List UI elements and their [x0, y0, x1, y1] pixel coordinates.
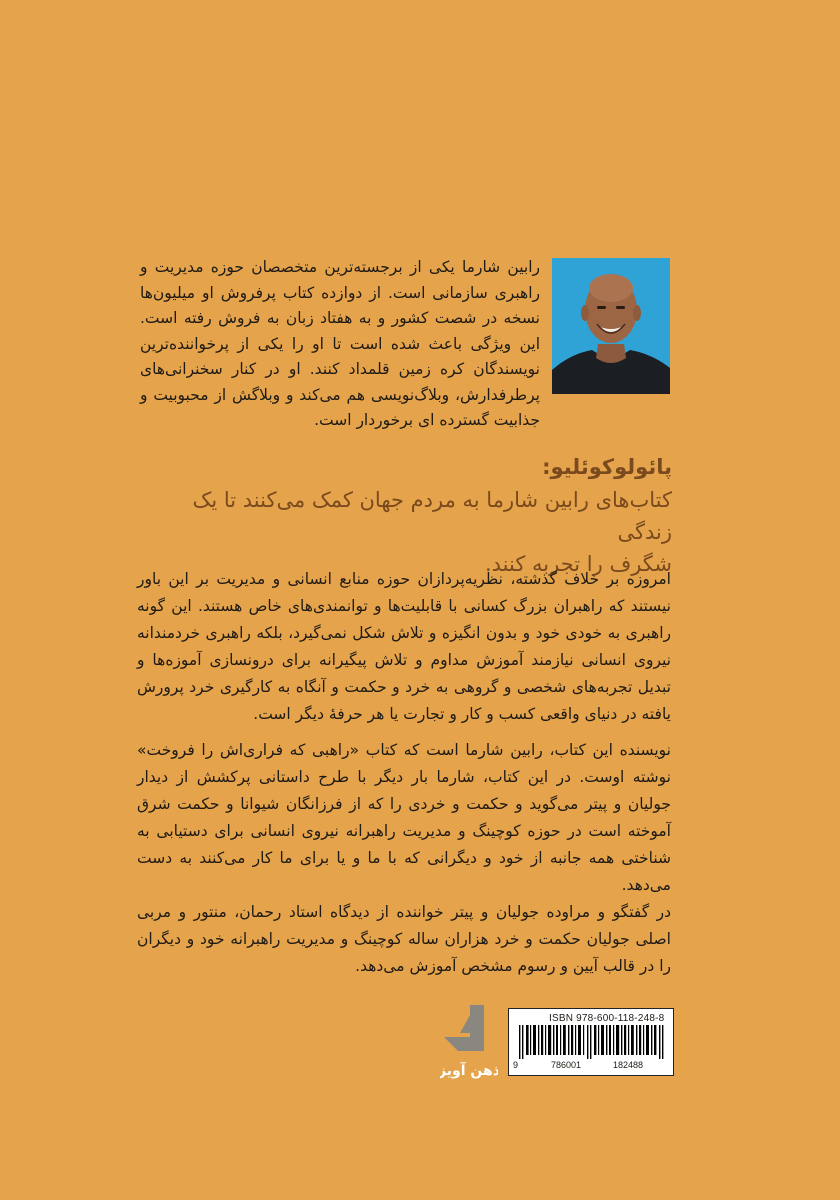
- barcode: [508, 1008, 674, 1076]
- description-paragraph-1: امروزه بر خلاف گذشته، نظریه‌پردازان حوزه منابع انسانی و مدیریت بر این باور نیستند که راهبران بزرگ کسانی با قابلیت‌ها و توانمندی‌های خاص هستند. این گونه راهبری به خودی خود و بدون انگیزه و تلاش شکل نمی‌گیرد، بلکه راهبری خردمندانه نیروی انسانی نیازمند آموزش مداوم و تلاش پیگیرانه برای درونسازی آموزه‌ها و تبدیل تجربه‌های شخصی و گروهی به خرد و حکمت و آنگاه به کارگیری خرد پرورش یافته در دنیای واقعی کسب و کار و تجارت یا هر حرفهٔ دیگر است.: [137, 570, 671, 724]
- author-portrait-image: [552, 258, 670, 394]
- publisher-logo-mark-icon: [440, 1003, 498, 1083]
- barcode-digits-right: 182488: [613, 1060, 644, 1070]
- description-paragraph-2: نویسنده این کتاب، رابین شارما است که کتاب «راهبی که فراری‌اش را فروخت» نوشته اوست. در این کتاب، شارما بار دیگر با طرح داستانی پرکشش از دیدار جولیان و پیتر می‌گوید و حکمت و خردی را که از فرزانگان شیوانا و حکمت شرق آموخته است در حوزه کوچینگ و مدیریت راهبرانه نیروی انسانی برای دستیابی به شناختی همه جانبه از خود و دیگرانی که با ما و یا برای ما کار می‌کنند به دست می‌دهد.: [137, 740, 671, 895]
- author-bio: [140, 255, 540, 434]
- publisher-logo: [440, 1003, 498, 1083]
- quote-block: [140, 452, 672, 580]
- quote-line-1: کتاب‌های رابین شارما به مردم جهان کمک می‌کنند تا یک زندگی: [192, 488, 672, 544]
- barcode-bars: [517, 1025, 667, 1059]
- author-photo: [552, 258, 670, 394]
- quote-line-2: شگرف را تجربه کنند.: [484, 552, 672, 576]
- isbn-number: ISBN 978-600-118-248-8: [549, 1013, 665, 1024]
- barcode-digits-left: 786001: [551, 1060, 582, 1070]
- barcode-digit-lead: 9: [513, 1060, 519, 1070]
- description-paragraph-3: در گفتگو و مراوده جولیان و پیتر خواننده از دیدگاه استاد رحمان، منتور و مربی اصلی جولیان حکمت و خرد هزاران ساله کوچینگ و مدیریت راهبرانه خود و دیگران را در قالب آیین و رسوم مشخص آموزش می‌دهد.: [137, 903, 671, 976]
- author-bio-paragraph: رابین شارما یکی از برجسته‌ترین متخصصان حوزه مدیریت و راهبری سازمانی است. از دوازده کتاب پرفروش او میلیون‌ها نسخه در شصت کشور و به هفتاد زبان به فروش رفته است. این ویژگی باعث شده است تا او را یکی از پرخواننده‌ترین نویسندگان کره زمین قلمداد کنند. او در کنار سخنرانی‌های پرطرفدارش، وبلاگ‌نویسی هم می‌کند و وبلاگش از محبوبیت و جذابیت گسترده ای برخوردار است.: [140, 258, 540, 429]
- publisher-name: ذهن آویز: [440, 1063, 498, 1079]
- book-description: [137, 566, 671, 980]
- quote-author: پائولوکوئلیو:: [542, 455, 672, 479]
